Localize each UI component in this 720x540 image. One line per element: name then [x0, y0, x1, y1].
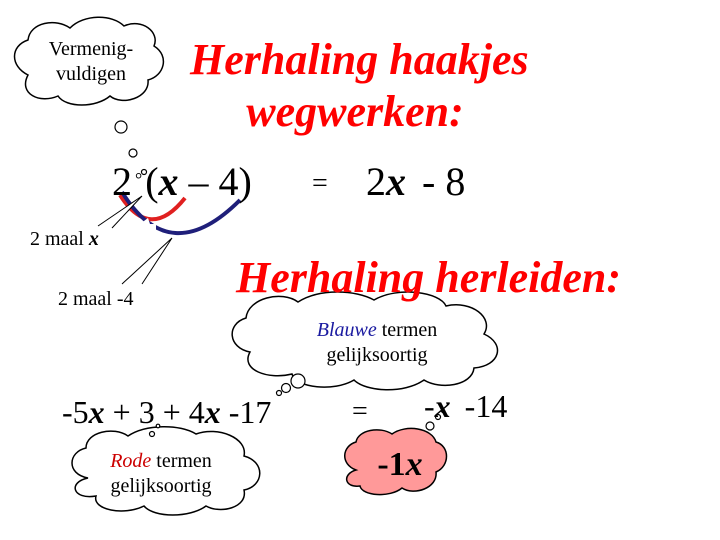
bubble-line: vuldigen: [56, 63, 126, 85]
bubble-answer: [362, 448, 438, 482]
bubble-line: gelijksoortig: [110, 475, 212, 497]
eq2-part2: + 3 + 4: [104, 394, 205, 430]
equation-distributive: [112, 159, 252, 204]
eq2-rhs-const: -14: [464, 388, 508, 424]
eq2-var2: x: [204, 394, 221, 430]
thought-dot: [282, 384, 291, 393]
multiply-dot: °: [135, 169, 143, 189]
eq1-factor: 2: [112, 159, 132, 204]
thought-dot: [115, 121, 127, 133]
bubble-rode-emph: Rode: [110, 450, 152, 472]
eq2-rhs-coef: -: [424, 388, 435, 424]
title-line-1: Herhaling haakjes: [190, 35, 529, 84]
callout-maal-4: 2 maal -4: [58, 288, 134, 310]
eq1-equals: =: [312, 168, 328, 199]
thought-dot: [291, 374, 305, 388]
eq2-rhs: [424, 390, 507, 422]
eq1-minus4: – 4): [178, 159, 252, 204]
title-haakjes: [190, 35, 529, 136]
callout-maal-x: [30, 229, 99, 249]
thought-dot: [129, 149, 137, 157]
answer-coef: -1: [377, 446, 406, 483]
bubble-line: gelijksoortig: [326, 344, 428, 366]
answer-var: x: [405, 446, 423, 483]
eq2-part1: -5: [62, 394, 89, 430]
eq1-rhs-coef: 2: [366, 159, 386, 204]
bubble-rode: [86, 449, 236, 499]
callout-maal-x-text: 2 maal: [30, 228, 89, 250]
bubble-vermenigvuldigen: [28, 37, 154, 87]
eq1-var: x: [158, 159, 179, 204]
eq1-rhs: [366, 159, 466, 204]
callout-maal-x-var: x: [88, 228, 99, 250]
equation-herleiden: [62, 396, 271, 428]
eq1-rhs-const: - 8: [422, 159, 466, 204]
eq2-rhs-var: x: [434, 388, 451, 424]
title-herleiden: Herhaling herleiden:: [236, 253, 622, 302]
bubble-line: Vermenig-: [48, 38, 134, 60]
eq1-rhs-var: x: [386, 159, 406, 204]
bubble-blauwe-emph: Blauwe: [316, 319, 377, 341]
bubble-blauwe: [262, 318, 492, 368]
eq2-equals: =: [352, 396, 368, 427]
title-line-2: wegwerken:: [246, 87, 464, 136]
bubble-rode-rest: termen: [151, 450, 212, 472]
eq1-open-paren: (: [145, 159, 159, 204]
thought-dot: [150, 432, 155, 437]
bubble-blauwe-rest: termen: [376, 319, 438, 341]
eq2-part3: -17: [220, 394, 272, 430]
eq2-var1: x: [88, 394, 105, 430]
thought-dot: [277, 391, 282, 396]
